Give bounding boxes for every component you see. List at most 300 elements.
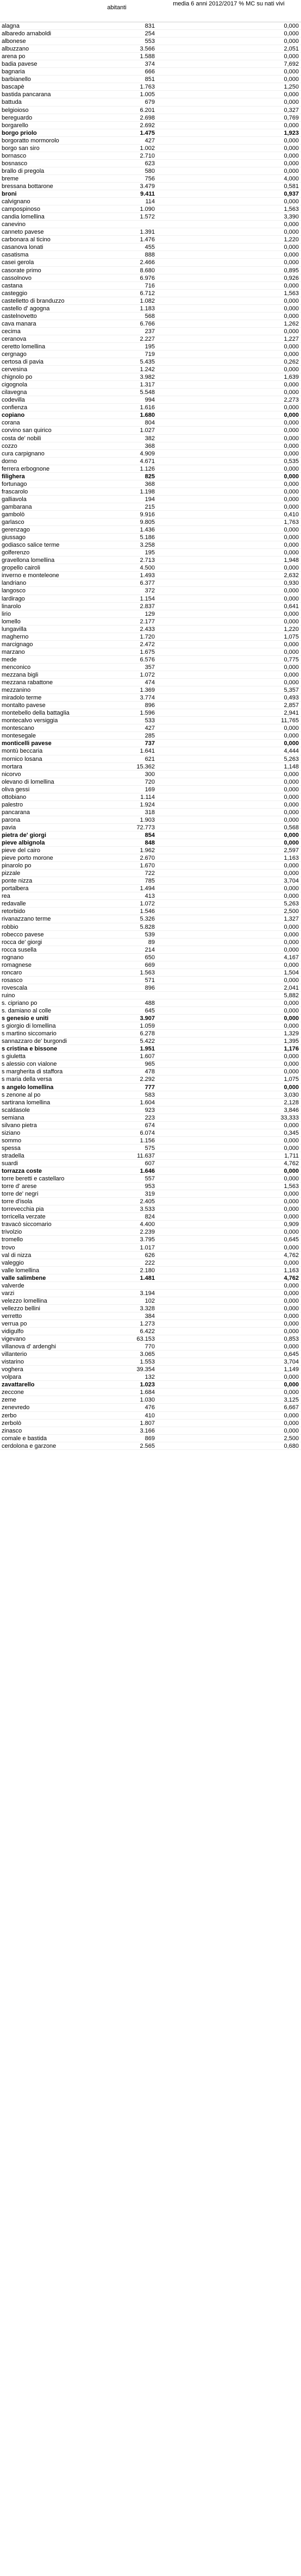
abitanti-cell: 1.391 [140,229,155,236]
comune-cell: olevano di lomellina [2,778,54,785]
abitanti-cell: 6.074 [140,1129,155,1136]
comune-cell: rognano [2,954,24,961]
abitanti-cell: 72.773 [136,824,155,831]
table-row [0,862,301,870]
table-row [0,1137,301,1145]
comune-cell: canevino [2,221,26,228]
comune-cell: frascarolo [2,488,28,495]
abitanti-cell: 1.126 [140,465,155,472]
percent-cell: 0,909 [284,1221,299,1228]
abitanti-cell: 1.475 [140,129,155,136]
percent-cell: 0,853 [284,1336,299,1343]
abitanti-cell: 63.153 [136,1336,155,1343]
abitanti-cell: 607 [145,1160,155,1167]
percent-cell: 0,000 [284,809,299,816]
percent-cell: 0,000 [284,1008,299,1015]
comune-cell: bornasco [2,152,27,159]
percent-cell: 1,711 [284,1152,299,1159]
comune-cell: vellezzo bellini [2,1305,40,1312]
comune-cell: s giuletta [2,1053,26,1060]
percent-cell: 0,000 [284,1427,299,1434]
percent-cell: 0,000 [284,297,299,304]
abitanti-cell: 722 [145,870,155,877]
comune-cell: verrua po [2,1320,27,1327]
abitanti-cell: 1.675 [140,648,155,655]
percent-cell: 0,000 [284,343,299,350]
comune-cell: bressana bottarone [2,183,53,190]
table-row [0,1297,301,1305]
abitanti-cell: 1.059 [140,1023,155,1030]
comune-cell: gerenzago [2,527,30,534]
table-row [0,549,301,557]
abitanti-cell: 756 [145,175,155,182]
comune-cell: robecco pavese [2,931,44,938]
abitanti-cell: 1.646 [140,1168,155,1175]
percent-cell: 0,000 [284,99,299,106]
percent-cell: 0,262 [284,359,299,366]
percent-cell: 33,333 [280,1114,299,1121]
abitanti-cell: 557 [145,1176,155,1183]
percent-cell: 0,000 [284,939,299,946]
table-row [0,45,301,53]
comune-cell: lomello [2,618,21,625]
abitanti-cell: 427 [145,725,155,732]
comune-cell: suardi [2,1160,18,1167]
comune-cell: cerdolona e garzone [2,1442,57,1449]
comune-cell: verretto [2,1312,22,1320]
comune-cell: gravellona lomellina [2,557,55,564]
comune-cell: trovo [2,1244,15,1251]
percent-cell: 0,769 [284,114,299,121]
abitanti-cell: 9.805 [140,519,155,526]
table-row [0,931,301,939]
table-row [0,1037,301,1045]
percent-cell: 0,000 [284,587,299,595]
table-row [0,1290,301,1297]
table-row [0,518,301,526]
percent-cell: 0,000 [284,282,299,289]
percent-cell: 2,857 [284,702,299,709]
table-body [0,22,301,1450]
comune-cell: rosasco [2,977,23,984]
comune-cell: belgioioso [2,107,29,114]
percent-cell: 0,000 [284,351,299,358]
table-row [0,450,301,458]
percent-cell: 1,639 [284,374,299,381]
header-comune [0,0,77,22]
percent-cell: 0,000 [284,801,299,808]
abitanti-cell: 719 [145,351,155,358]
table-row [0,564,301,572]
abitanti-cell: 1.317 [140,382,155,389]
table-row [0,717,301,724]
comune-cell: mornico losana [2,755,42,762]
comune-cell: cozzo [2,442,17,449]
abitanti-cell: 3.194 [140,1290,155,1297]
percent-cell: 0,000 [284,1191,299,1198]
abitanti-cell: 1.005 [140,91,155,98]
table-row [0,1091,301,1099]
abitanti-cell: 1.604 [140,1099,155,1106]
percent-cell: 0,000 [284,382,299,389]
table-row [0,381,301,389]
table-row [0,404,301,411]
comune-cell: chignolo po [2,374,33,381]
comune-cell: filighera [2,473,25,480]
comune-cell: pinarolo po [2,862,32,870]
table-row [0,633,301,641]
table-row [0,282,301,290]
abitanti-cell: 1.763 [140,84,155,91]
percent-cell: 2,500 [284,1435,299,1442]
table-row [0,1030,301,1037]
abitanti-cell: 1.546 [140,908,155,915]
abitanti-cell: 1.072 [140,671,155,678]
abitanti-cell: 1.951 [140,1046,155,1053]
percent-cell: 0,000 [284,618,299,625]
abitanti-cell: 568 [145,312,155,320]
abitanti-cell: 1.607 [140,1053,155,1060]
abitanti-cell: 3.258 [140,542,155,549]
percent-cell: 1,563 [284,1183,299,1190]
abitanti-cell: 1.072 [140,901,155,908]
table-row [0,778,301,786]
percent-cell: 1,563 [284,206,299,213]
percent-cell: 0,000 [284,412,299,419]
comune-cell: carbonara al ticino [2,236,51,243]
table-row [0,290,301,297]
comune-cell: cilavegna [2,389,27,396]
table-row [0,892,301,900]
table-row [0,114,301,122]
table-row [0,954,301,961]
percent-cell: 0,000 [284,1389,299,1396]
percent-cell: 0,000 [284,420,299,427]
abitanti-cell: 319 [145,1191,155,1198]
abitanti-cell: 896 [145,702,155,709]
table-row [0,610,301,618]
abitanti-cell: 372 [145,587,155,595]
comune-cell: ferrera erbognone [2,465,50,472]
percent-cell: 0,000 [284,480,299,487]
abitanti-cell: 2.692 [140,122,155,129]
percent-cell: 0,000 [284,244,299,251]
percent-cell: 0,000 [284,198,299,205]
abitanti-cell: 2.710 [140,152,155,159]
comune-cell: godiasco salice terme [2,542,60,549]
abitanti-cell: 1.154 [140,595,155,602]
abitanti-cell: 1.962 [140,847,155,854]
comune-cell: casanova lonati [2,244,43,251]
table-row [0,686,301,694]
comune-cell: ruino [2,992,15,999]
abitanti-cell: 6.201 [140,107,155,114]
abitanti-cell: 2.472 [140,641,155,648]
abitanti-cell: 953 [145,1183,155,1190]
percent-cell: 0,000 [284,725,299,732]
abitanti-cell: 478 [145,1068,155,1076]
comune-cell: zavattarello [2,1381,35,1389]
abitanti-cell: 1.494 [140,885,155,892]
comune-cell: golferenzo [2,549,30,557]
table-row [0,664,301,671]
table-row [0,1022,301,1030]
table-row [0,1152,301,1160]
abitanti-cell: 777 [145,1084,155,1091]
comune-cell: zinasco [2,1427,22,1434]
table-row [0,122,301,129]
table-row [0,190,301,198]
comune-cell: s zenone al po [2,1091,41,1098]
percent-cell: 0,000 [284,1229,299,1236]
percent-cell: 0,000 [284,1420,299,1427]
percent-cell: 0,000 [284,91,299,98]
abitanti-cell: 6.377 [140,580,155,587]
abitanti-cell: 3.328 [140,1305,155,1312]
abitanti-cell: 1.436 [140,527,155,534]
percent-cell: 0,000 [284,496,299,503]
percent-cell: 0,000 [284,931,299,938]
comune-cell: casorate primo [2,267,41,274]
table-row [0,1404,301,1411]
comune-cell: fortunago [2,480,27,487]
abitanti-cell: 679 [145,99,155,106]
percent-cell: 0,000 [284,862,299,870]
percent-cell: 2,128 [284,1099,299,1106]
abitanti-cell: 2.713 [140,557,155,564]
comune-cell: montebello della battaglia [2,710,70,717]
comune-cell: mezzanino [2,687,31,694]
comune-cell: marzano [2,648,25,655]
table-row [0,228,301,236]
comune-cell: bosnasco [2,160,28,167]
percent-cell: 0,000 [284,389,299,396]
percent-cell: 4,000 [284,175,299,182]
table-row [0,1252,301,1259]
abitanti-cell: 720 [145,778,155,785]
comune-cell: vistarino [2,1359,24,1366]
comune-cell: s margherita di staffora [2,1068,63,1076]
percent-cell: 0,000 [284,152,299,159]
abitanti-cell: 650 [145,954,155,961]
percent-cell: 0,000 [284,1214,299,1221]
comune-cell: valverde [2,1282,24,1289]
abitanti-cell: 8.680 [140,267,155,274]
table-row [0,1274,301,1282]
percent-cell: 0,930 [284,580,299,587]
comune-cell: costa de' nobili [2,435,41,442]
table-row [0,786,301,793]
table-row [0,503,301,511]
comune-cell: rivanazzano terme [2,916,51,923]
comune-cell: rocca de' giorgi [2,939,42,946]
comune-cell: galliavola [2,496,27,503]
table-row [0,595,301,603]
abitanti-cell: 1.114 [140,793,155,801]
percent-cell: 0,000 [284,1259,299,1266]
comune-cell: linarolo [2,603,21,610]
comune-cell: landriano [2,580,27,587]
percent-cell: 0,000 [284,229,299,236]
comune-cell: silvano pietra [2,1122,37,1129]
table-row [0,98,301,106]
abitanti-cell: 1.002 [140,145,155,152]
table-row [0,771,301,778]
abitanti-cell: 1.017 [140,1244,155,1251]
comune-cell: cecima [2,328,21,335]
table-row [0,389,301,396]
percent-cell: 0,000 [284,1412,299,1419]
table-row [0,587,301,595]
comune-cell: bastida pancarana [2,91,51,98]
percent-cell: 0,000 [284,771,299,778]
abitanti-cell: 195 [145,549,155,557]
abitanti-cell: 1.553 [140,1359,155,1366]
percent-cell: 0,000 [284,534,299,541]
table-row [0,763,301,771]
comune-cell: barbianello [2,76,31,83]
percent-cell: 0,000 [284,1168,299,1175]
comune-cell: torre d'isola [2,1198,33,1205]
percent-cell: 0,000 [284,671,299,678]
table-row [0,1427,301,1435]
table-row [0,83,301,91]
table-row [0,526,301,534]
abitanti-cell: 1.684 [140,1389,155,1396]
abitanti-cell: 1.680 [140,412,155,419]
percent-cell: 0,000 [284,259,299,266]
table-row [0,274,301,282]
abitanti-cell: 214 [145,946,155,953]
table-row [0,458,301,465]
table-row [0,793,301,801]
table-row [0,1335,301,1343]
table-header [0,0,301,22]
abitanti-cell: 785 [145,878,155,885]
abitanti-cell: 5.548 [140,389,155,396]
table-row [0,435,301,442]
abitanti-cell: 3.533 [140,1206,155,1213]
percent-cell: 2,597 [284,847,299,854]
percent-cell: 1,763 [284,519,299,526]
percent-cell: 6,667 [284,1404,299,1411]
percent-cell: 1,163 [284,1267,299,1274]
table-row [0,1305,301,1312]
percent-cell: 0,000 [284,53,299,60]
table-row [0,167,301,175]
table-row [0,679,301,686]
percent-cell: 0,000 [284,145,299,152]
abitanti-cell: 888 [145,252,155,259]
percent-cell: 4,167 [284,954,299,961]
table-row [0,373,301,381]
abitanti-cell: 455 [145,244,155,251]
abitanti-cell: 368 [145,442,155,449]
abitanti-cell: 357 [145,664,155,671]
comune-cell: casei gerola [2,259,34,266]
table-row [0,1221,301,1228]
abitanti-cell: 6.278 [140,1030,155,1037]
table-row [0,557,301,564]
table-row [0,1106,301,1114]
abitanti-cell: 1.198 [140,488,155,495]
table-row [0,1420,301,1427]
abitanti-cell: 869 [145,1435,155,1442]
abitanti-cell: 129 [145,610,155,617]
abitanti-cell: 1.493 [140,572,155,579]
percent-cell: 0,000 [284,328,299,335]
percent-cell: 0,000 [284,786,299,793]
percent-cell: 0,000 [284,488,299,495]
table-row [0,1190,301,1198]
comune-cell: val di nizza [2,1252,32,1259]
comune-cell: portalbera [2,885,29,892]
comune-cell: certosa di pavia [2,359,44,366]
comune-cell: bascapè [2,84,24,91]
percent-cell: 1,148 [284,763,299,770]
abitanti-cell: 645 [145,1008,155,1015]
comune-cell: robbio [2,923,18,930]
abitanti-cell: 9.916 [140,511,155,518]
abitanti-cell: 1.476 [140,236,155,243]
percent-cell: 1,163 [284,855,299,862]
abitanti-cell: 5.186 [140,534,155,541]
table-row [0,1412,301,1420]
percent-cell: 0,000 [284,1084,299,1091]
percent-cell: 0,000 [284,1343,299,1350]
comune-cell: arena po [2,53,26,60]
abitanti-cell: 169 [145,786,155,793]
abitanti-cell: 11.637 [137,1152,155,1159]
table-row [0,267,301,274]
comune-cell: cava manara [2,320,36,327]
comune-cell: candia lomellina [2,214,45,221]
abitanti-cell: 488 [145,1000,155,1006]
abitanti-cell: 539 [145,931,155,938]
percent-cell: 0,000 [284,137,299,144]
table-row [0,465,301,473]
table-row [0,1060,301,1068]
percent-cell: 5,882 [284,992,299,999]
percent-cell: 5,263 [284,755,299,762]
comune-cell: torrazza coste [2,1168,42,1175]
percent-cell: 0,000 [284,252,299,259]
abitanti-cell: 1.596 [140,710,155,717]
table-row [0,442,301,450]
table-row [0,1343,301,1350]
comune-cell: villanterio [2,1351,27,1358]
comune-cell: pieve del cairo [2,847,40,854]
table-row [0,847,301,854]
percent-cell: 2,041 [284,984,299,991]
abitanti-cell: 831 [145,23,155,29]
abitanti-cell: 410 [145,1412,155,1419]
comune-cell: castelnovetto [2,312,37,320]
header-media-mc: media 6 anni 2012/2017 % MC su nati vivi [173,1,285,7]
percent-cell: 0,000 [284,404,299,411]
percent-cell: 0,000 [284,23,299,29]
abitanti-cell: 1.903 [140,816,155,823]
percent-cell: 3,704 [284,878,299,885]
comune-cell: rocca susella [2,946,37,953]
percent-cell: 0,000 [284,610,299,617]
table-row [0,221,301,228]
table-row [0,53,301,60]
abitanti-cell: 626 [145,1252,155,1259]
abitanti-cell: 825 [145,473,155,480]
comune-cell: castello d' agogna [2,305,50,312]
percent-cell: 5,263 [284,901,299,908]
